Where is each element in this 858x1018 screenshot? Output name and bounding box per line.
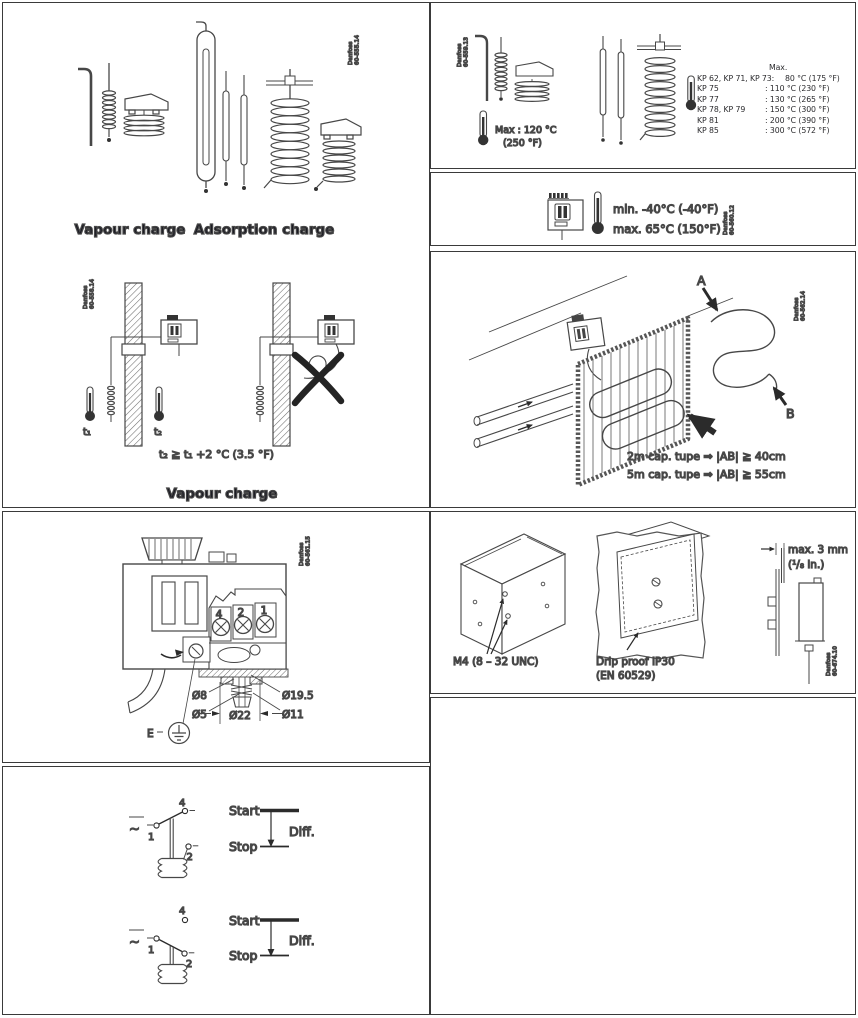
danfoss-ref-brand: Danfoss [348, 41, 354, 65]
point-b-arrow [774, 388, 786, 405]
danfoss-ref-code: 60-561.15 [305, 535, 312, 566]
panel-evaporator [430, 251, 856, 508]
vapour-charge-caption: Vapour charge [166, 486, 278, 502]
dim-22-label: Ø22 [229, 710, 251, 722]
danfoss-ref-code: 60-674.10 [832, 645, 839, 676]
table-row [697, 95, 855, 106]
panel-terminals [2, 511, 430, 763]
panel-sensor-temps [430, 2, 856, 169]
kp-max-temp: 80 °C (175 °F) [785, 73, 840, 83]
dim-8-label: Ø8 [192, 690, 207, 702]
terminal-2-label: 2 [237, 607, 245, 619]
panel-switch-function [2, 766, 430, 1015]
kp-max-temp: : 200 °C (390 °F) [765, 115, 830, 125]
diff-label: Diff. [289, 933, 315, 948]
danfoss-ref-code: 60-559.13 [463, 36, 470, 67]
table-row [697, 74, 855, 85]
max-120-f-label: (250 °F) [503, 138, 542, 149]
danfoss-ref-code: 60-560.12 [729, 204, 736, 235]
stop-label: Stop [229, 948, 258, 963]
corner-pointer-arrow [690, 416, 715, 433]
rule-2m-label: 2m cap. tupe ⇒ |AB| ≧ 40cm [627, 450, 786, 463]
terminal-2-label: 2 [186, 959, 193, 970]
temperature-formula: t₂ ≧ t₁ +2 °C (3.5 °F) [159, 448, 274, 461]
kp-models: KP 78, KP 79 [697, 105, 746, 114]
danfoss-ref-code: 60-555.14 [354, 34, 361, 65]
thermometer-icon [592, 192, 604, 234]
kp-models: KP 85 [697, 126, 719, 135]
danfoss-ref-brand: Danfoss [299, 542, 305, 566]
t2-label: t₂ [154, 427, 162, 438]
earth-label: E [147, 728, 154, 740]
ambient-max-label: max. 65°C (150°F) [613, 222, 721, 236]
gap-max-label: max. 3 mm [788, 544, 849, 556]
figure-ref-wall [83, 279, 96, 309]
vapour-charge-sensors [78, 63, 168, 146]
cable-gland [221, 677, 262, 707]
terminal-1-label: 1 [148, 945, 155, 956]
flush-mount-box [596, 522, 709, 659]
table-row [697, 126, 855, 137]
thermostat-icon [548, 193, 583, 240]
terminal-2-label: 2 [186, 852, 193, 863]
adsorption-charge-label: Adsorption charge [193, 222, 335, 238]
m4-label: M4 (8 – 32 UNC) [453, 656, 539, 668]
start-label: Start [229, 803, 260, 818]
ac-symbol: ~ [129, 822, 140, 837]
panel-ambient-temps [430, 172, 856, 246]
adsorption-charge-sensors [196, 22, 361, 193]
earth-symbol-icon [172, 725, 186, 740]
danfoss-ref-code: 60-558.14 [89, 278, 96, 309]
terminal-4-label: 4 [215, 609, 223, 621]
terminal-1-label: 1 [148, 832, 155, 843]
figure-ref-sensor-temps [457, 37, 470, 67]
stop-label: Stop [229, 839, 258, 854]
point-a-label: A [697, 273, 706, 288]
table-row [697, 105, 855, 116]
switch-diagram-bottom [129, 906, 315, 984]
danfoss-ref-brand: Danfoss [83, 285, 89, 309]
point-a-arrow [703, 288, 717, 310]
kp-models: KP 62, KP 71, KP 73: [697, 73, 775, 83]
panel-mounting [430, 511, 856, 694]
wall-mount-correct [85, 283, 197, 446]
t1-label: t₁ [83, 427, 91, 438]
rule-5m-label: 5m cap. tupe ⇒ |AB| ≧ 55cm [627, 468, 786, 481]
capillary-serpentine [703, 288, 786, 405]
figure-ref-ambient [723, 205, 736, 235]
figure-ref-charges [348, 35, 361, 65]
figure-ref-evaporator [794, 291, 807, 321]
ac-symbol: ~ [129, 935, 140, 950]
drip-proof-label: Drip proof IP30 [596, 656, 675, 668]
wall-mount-wrong [257, 283, 354, 446]
danfoss-ref-brand: Danfoss [457, 43, 463, 67]
thermostat-cutaway [123, 538, 288, 713]
kp-temp-table [697, 63, 855, 137]
kp-max-temp: : 300 °C (572 °F) [765, 126, 830, 135]
start-label: Start [229, 913, 260, 928]
kp-models: KP 77 [697, 94, 719, 104]
kp-max-temp: : 110 °C (230 °F) [765, 84, 830, 93]
terminal-4-label: 4 [179, 798, 186, 809]
danfoss-ref-code: 60-562.14 [800, 290, 807, 321]
dim-5-label: Ø5 [192, 709, 207, 721]
ambient-min-label: min. -40°C (-40°F) [613, 202, 719, 216]
panel-empty [430, 697, 856, 1015]
dim-11-label: Ø11 [282, 709, 304, 721]
danfoss-ref-brand: Danfoss [794, 297, 800, 321]
figure-ref-mounting [826, 646, 839, 676]
table-row [697, 84, 855, 95]
switch-diagram-top [129, 798, 315, 878]
panel-charge-types [2, 2, 430, 508]
terminal-1-label: 1 [260, 605, 268, 617]
adsorption-sensor-group [600, 34, 681, 145]
drip-proof-standard: (EN 60529) [596, 670, 656, 682]
kp-max-temp: : 150 °C (300 °F) [765, 105, 830, 114]
kp-max-temp: : 130 °C (265 °F) [765, 94, 830, 104]
kp-table-header: Max. [769, 63, 788, 72]
figure-ref-terminals [299, 536, 312, 566]
danfoss-ref-brand: Danfoss [723, 211, 729, 235]
danfoss-ref-brand: Danfoss [826, 652, 832, 676]
table-row [697, 116, 855, 127]
table-thermometer-icon [686, 76, 696, 110]
vapour-charge-label: Vapour charge [74, 222, 186, 238]
dim-19-5-label: Ø19.5 [282, 690, 314, 702]
kp-models: KP 75 [697, 84, 719, 93]
diff-label: Diff. [289, 824, 315, 839]
surface-mount-box [461, 534, 565, 654]
gap-max-inch-label: (¹/₈ in.) [788, 559, 825, 571]
kp-models: KP 81 [697, 115, 719, 125]
max-120-label: Max : 120 °C [495, 125, 557, 136]
point-b-label: B [786, 406, 795, 421]
terminal-4-label: 4 [179, 906, 186, 917]
